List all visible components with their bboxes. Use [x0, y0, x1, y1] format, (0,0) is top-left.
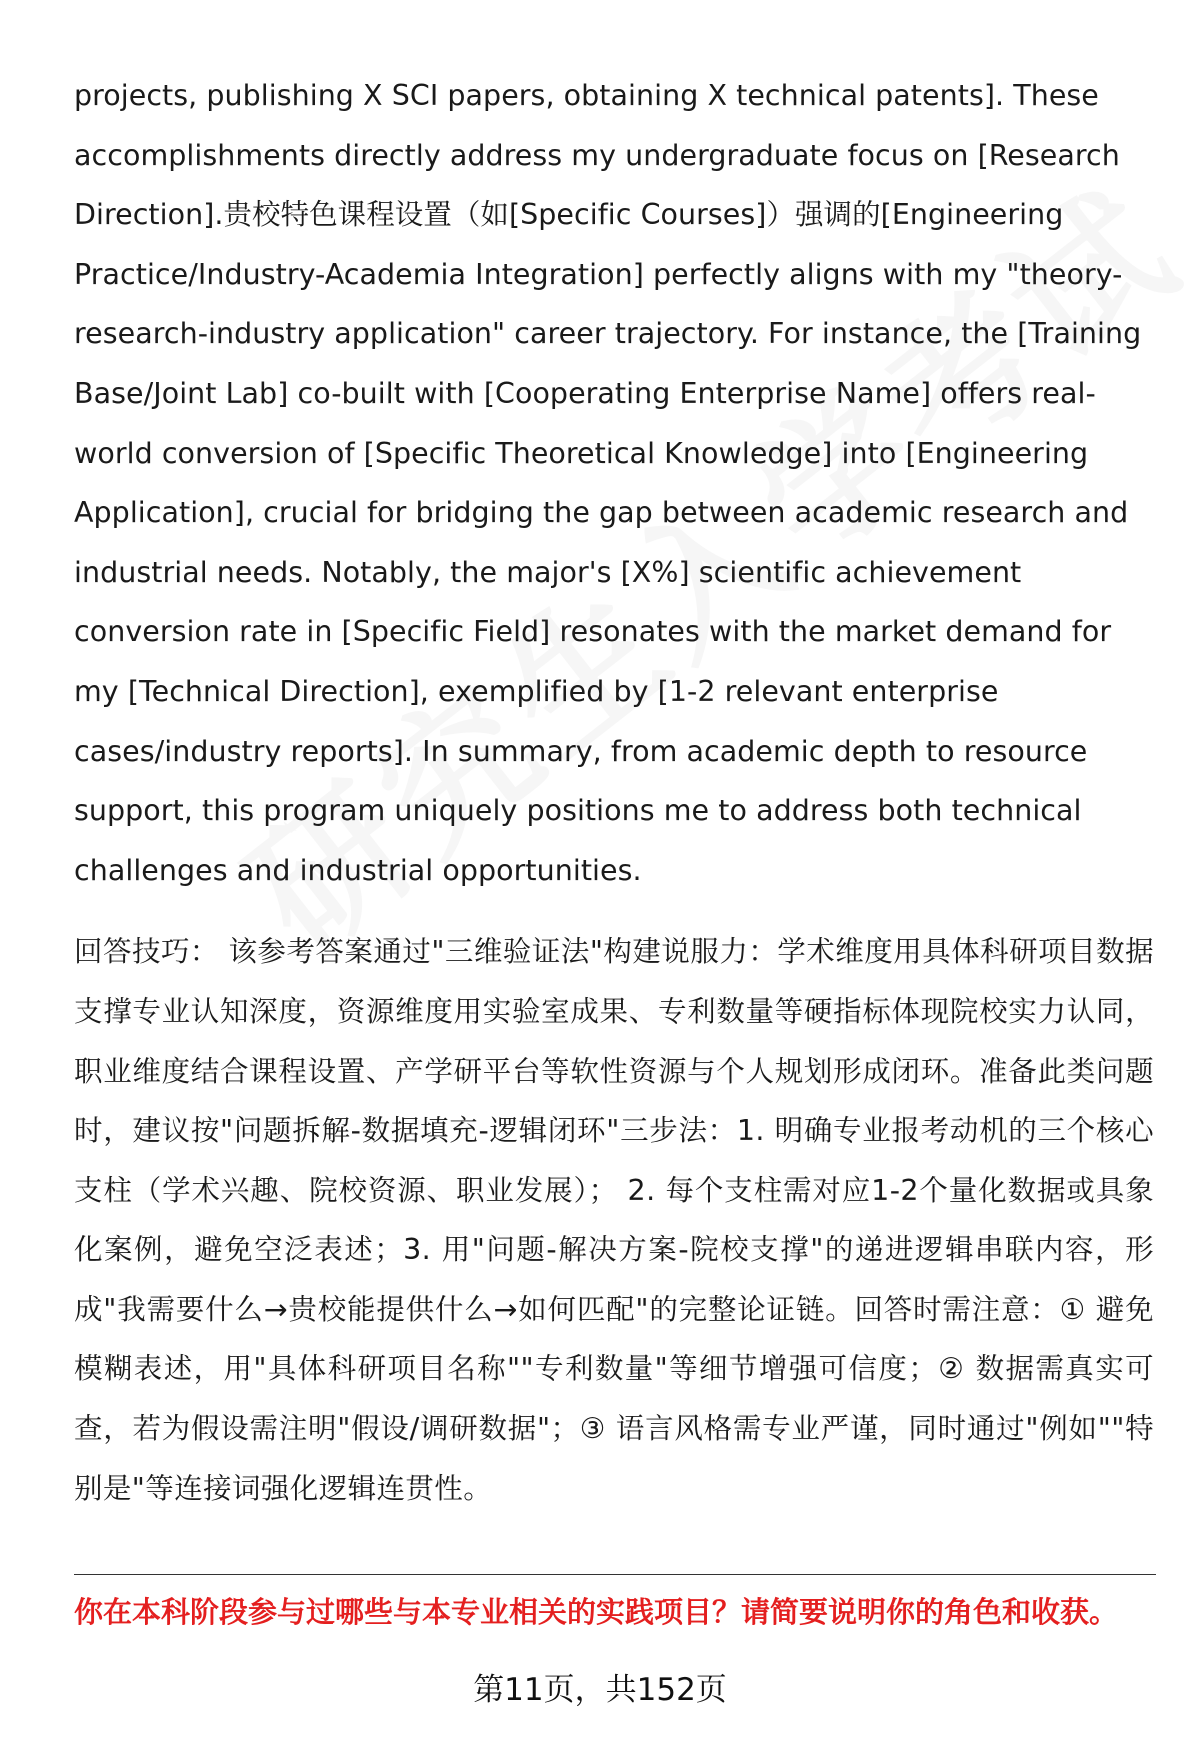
page-content: [74, 66, 1154, 1518]
answer-tips-paragraph: 回答技巧： 该参考答案通过"三维验证法"构建说服力：学术维度用具体科研项目数据支撑专业认知深度，资源维度用实验室成果、专利数量等硬指标体现院校实力认同，职业维度结合课程设置、产学研平台等软性资源与个人规划形成闭环。准备此类问题时，建议按"问题拆解-数据填充-逻辑闭环"三步法：1. 明确专业报考动机的三个核心支柱（学术兴趣、院校资源、职业发展）； 2. 每个支柱需对应1-2个量化数据或具象化案例，避免空泛表述；3. 用"问题-解决方案-院校支撑"的递进逻辑串联内容，形成"我需要什么→贵校能提供什么→如何匹配"的完整论证链。回答时需注意：① 避免模糊表述，用"具体科研项目名称""专利数量"等细节增强可信度；② 数据需真实可查，若为假设需注明"假设/调研数据"；③ 语言风格需专业严谨，同时通过"例如""特别是"等连接词强化逻辑连贯性。: [74, 935, 1154, 1505]
page-number: 第11页，共152页: [473, 1672, 727, 1708]
section-divider: [74, 1574, 1156, 1575]
answer-paragraph: projects, publishing X SCI papers, obtaining X technical patents]. These accomplishments directly address my undergraduate focus on [Research Direction].贵校特色课程设置（如[Specific Courses]）强调的[Engineering Practice/Industry-Academia Integration] perfectly aligns with my "theory-research-industry application" career trajectory. For instance, the [Training Base/Joint Lab] co-built with [Cooperating Enterprise Name] offers real-world conversion of [Specific Theoretical Knowledge] into [Engineering Application], crucial for bridging the gap between academic research and industrial needs. Notably, the major's [X%] scientific achievement conversion rate in [Specific Field] resonates with the market demand for my [Technical Direction], exemplified by [1-2 relevant enterprise cases/industry reports]. In summary, from academic depth to resource support, this program uniquely positions me to address both technical challenges and industrial opportunities.: [74, 79, 1142, 887]
next-question-heading: 你在本科阶段参与过哪些与本专业相关的实践项目？请简要说明你的角色和收获。: [74, 1595, 1119, 1629]
